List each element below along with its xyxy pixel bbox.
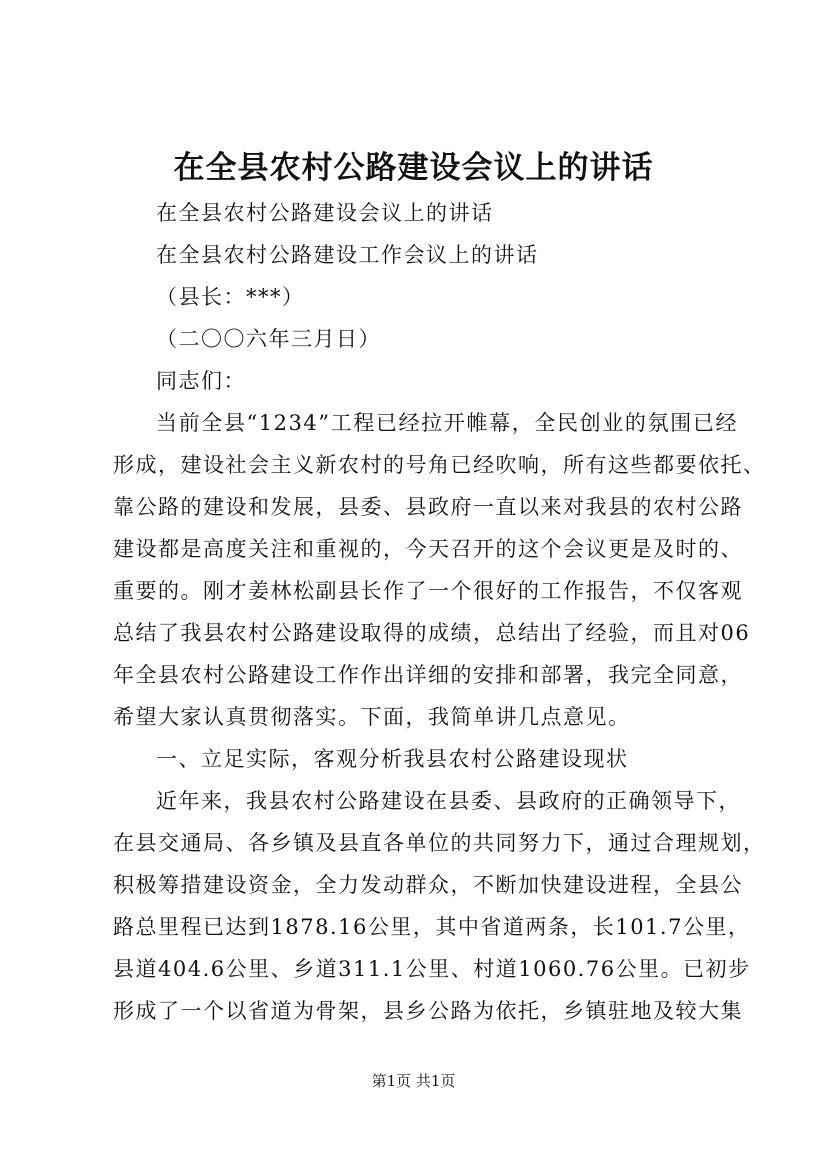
subtitle-line: 在全县农村公路建设会议上的讲话 [156, 201, 494, 225]
section-heading: 一、立足实际，客观分析我县农村公路建设现状 [156, 747, 629, 771]
subtitle-line: 在全县农村公路建设工作会议上的讲话 [156, 243, 539, 267]
body-line: 积极筹措建设资金，全力发动群众，不断加快建设进程，全县公 [113, 873, 743, 897]
body-line: 重要的。刚才姜林松副县长作了一个很好的工作报告，不仅客观 [113, 579, 743, 603]
document-title: 在全县农村公路建设会议上的讲话 [173, 150, 654, 186]
body-line: 靠公路的建设和发展，县委、县政府一直以来对我县的农村公路 [113, 495, 743, 519]
body-line: 近年来，我县农村公路建设在县委、县政府的正确领导下， [156, 789, 741, 813]
body-line: 路总里程已达到1878.16公里，其中省道两条，长101.7公里， [113, 915, 751, 939]
salutation-line: 同志们： [156, 369, 246, 393]
body-line: 总结了我县农村公路建设取得的成绩，总结出了经验，而且对06 [113, 621, 751, 645]
date-line: （二〇〇六年三月日） [156, 327, 381, 351]
speaker-line: （县长：***） [156, 285, 305, 309]
body-line: 县道404.6公里、乡道311.1公里、村道1060.76公里。已初步 [113, 957, 751, 981]
body-line: 建设都是高度关注和重视的，今天召开的这个会议更是及时的、 [113, 537, 743, 561]
body-line: 当前全县“1234”工程已经拉开帷幕，全民创业的氛围已经 [156, 411, 738, 435]
body-line: 形成了一个以省道为骨架，县乡公路为依托，乡镇驻地及较大集 [113, 999, 743, 1023]
page-footer: 第1页 共1页 [371, 1072, 456, 1090]
body-line: 年全县农村公路建设工作作出详细的安排和部署，我完全同意， [113, 663, 743, 687]
body-line: 在县交通局、各乡镇及县直各单位的共同努力下，通过合理规划， [113, 831, 766, 855]
body-line: 希望大家认真贯彻落实。下面，我简单讲几点意见。 [113, 705, 631, 729]
body-line: 形成，建设社会主义新农村的号角已经吹响，所有这些都要依托、 [113, 453, 766, 477]
